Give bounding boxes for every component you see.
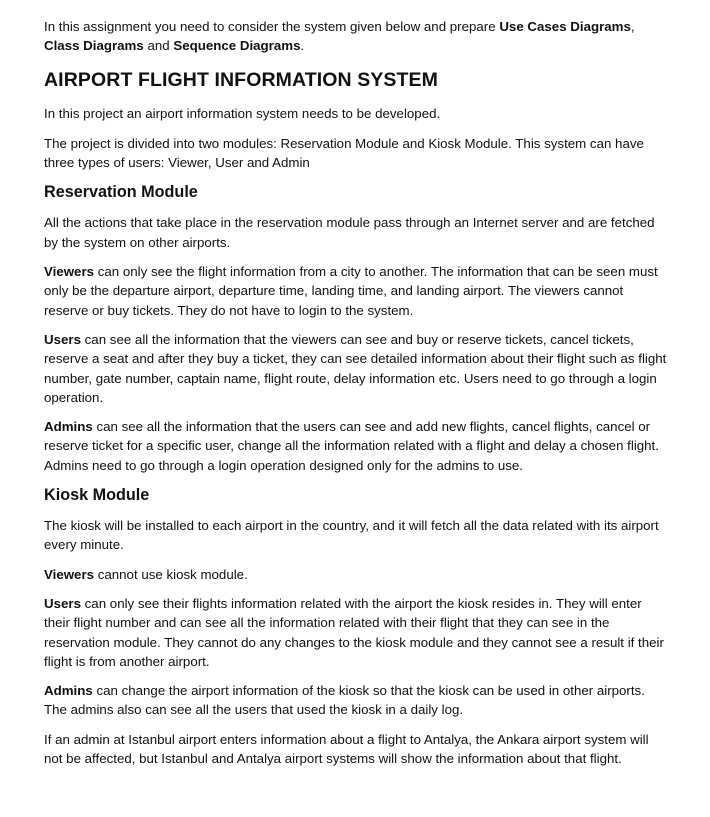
overview-paragraph-1: In this project an airport information system needs to be developed.	[44, 105, 441, 121]
kiosk-admins-paragraph	[44, 681, 670, 720]
kiosk-paragraph: The kiosk will be installed to each airport in the country, and it will fetch all the data related with its airport every minute.	[44, 518, 659, 553]
reservation-viewers-paragraph	[44, 262, 670, 320]
intro-text: ,	[630, 19, 635, 34]
intro-class-diagrams: Class Diagrams	[44, 38, 144, 54]
intro-sequence-diagrams: Sequence Diagrams	[173, 38, 301, 54]
users-text: can only see their flights information related with the airport the kiosk resides in. They will enter their flight number and can see all the information related with their flight that they can see in the reservation module. They cannot do any changes to the kiosk module and they cannot see a result if their flight is from another airport.	[44, 595, 664, 669]
intro-text: .	[300, 38, 305, 54]
intro-text: and	[143, 38, 174, 54]
reservation-heading: Reservation Module	[44, 183, 198, 202]
document-title: AIRPORT FLIGHT INFORMATION SYSTEM	[44, 68, 439, 91]
kiosk-example-paragraph: If an admin at Istanbul airport enters information about a flight to Antalya, the Ankara airport system will not be affected, but Istanbul and Antalya airport systems will show the information about that flight.	[44, 731, 649, 767]
assignment-intro	[44, 17, 670, 56]
viewers-text: can only see the flight information from a city to another. The information that can be seen must only be the departure airport, departure time, landing time, and landing airport. The viewers cannot reserve or buy tickets. They do not have to login to the system.	[44, 264, 658, 318]
intro-use-cases: Use Cases Diagrams	[499, 19, 631, 34]
kiosk-viewers-paragraph	[44, 565, 670, 584]
reservation-admins-paragraph	[44, 417, 670, 475]
viewers-text: cannot use kiosk module.	[94, 566, 248, 582]
overview-paragraph-2: The project is divided into two modules: Reservation Module and Kiosk Module. This system can have three types of users: Viewer, User and Admin	[44, 135, 644, 171]
users-label: Users	[44, 331, 81, 347]
intro-text: In this assignment you need to consider the system given below and prepare	[44, 19, 500, 34]
kiosk-heading: Kiosk Module	[44, 486, 150, 505]
users-label: Users	[44, 595, 81, 611]
reservation-paragraph: All the actions that take place in the reservation module pass through an Internet server and are fetched by the system on other airports.	[44, 215, 655, 250]
kiosk-users-paragraph	[44, 594, 670, 671]
admins-label: Admins	[44, 683, 93, 699]
admins-label: Admins	[44, 419, 93, 435]
admins-text: can change the airport information of the kiosk so that the kiosk can be used in other airports. The admins also can see all the users that used the kiosk in a daily log.	[44, 683, 645, 718]
admins-text: can see all the information that the users can see and add new flights, cancel flights, cancel or reserve ticket for a specific user, change all the information related with a flight and delay a chosen flight. Admins need to go through a login operation designed only for the admins to use.	[44, 419, 659, 473]
reservation-users-paragraph	[44, 330, 670, 407]
viewers-label: Viewers	[44, 264, 95, 280]
users-text: can see all the information that the viewers can see and buy or reserve tickets, cancel tickets, reserve a seat and after they buy a ticket, they can see detailed information about their flight such as flight number, gate number, captain name, flight route, delay information etc. Users need to go through a login operation.	[44, 331, 667, 405]
viewers-label: Viewers	[44, 566, 95, 582]
